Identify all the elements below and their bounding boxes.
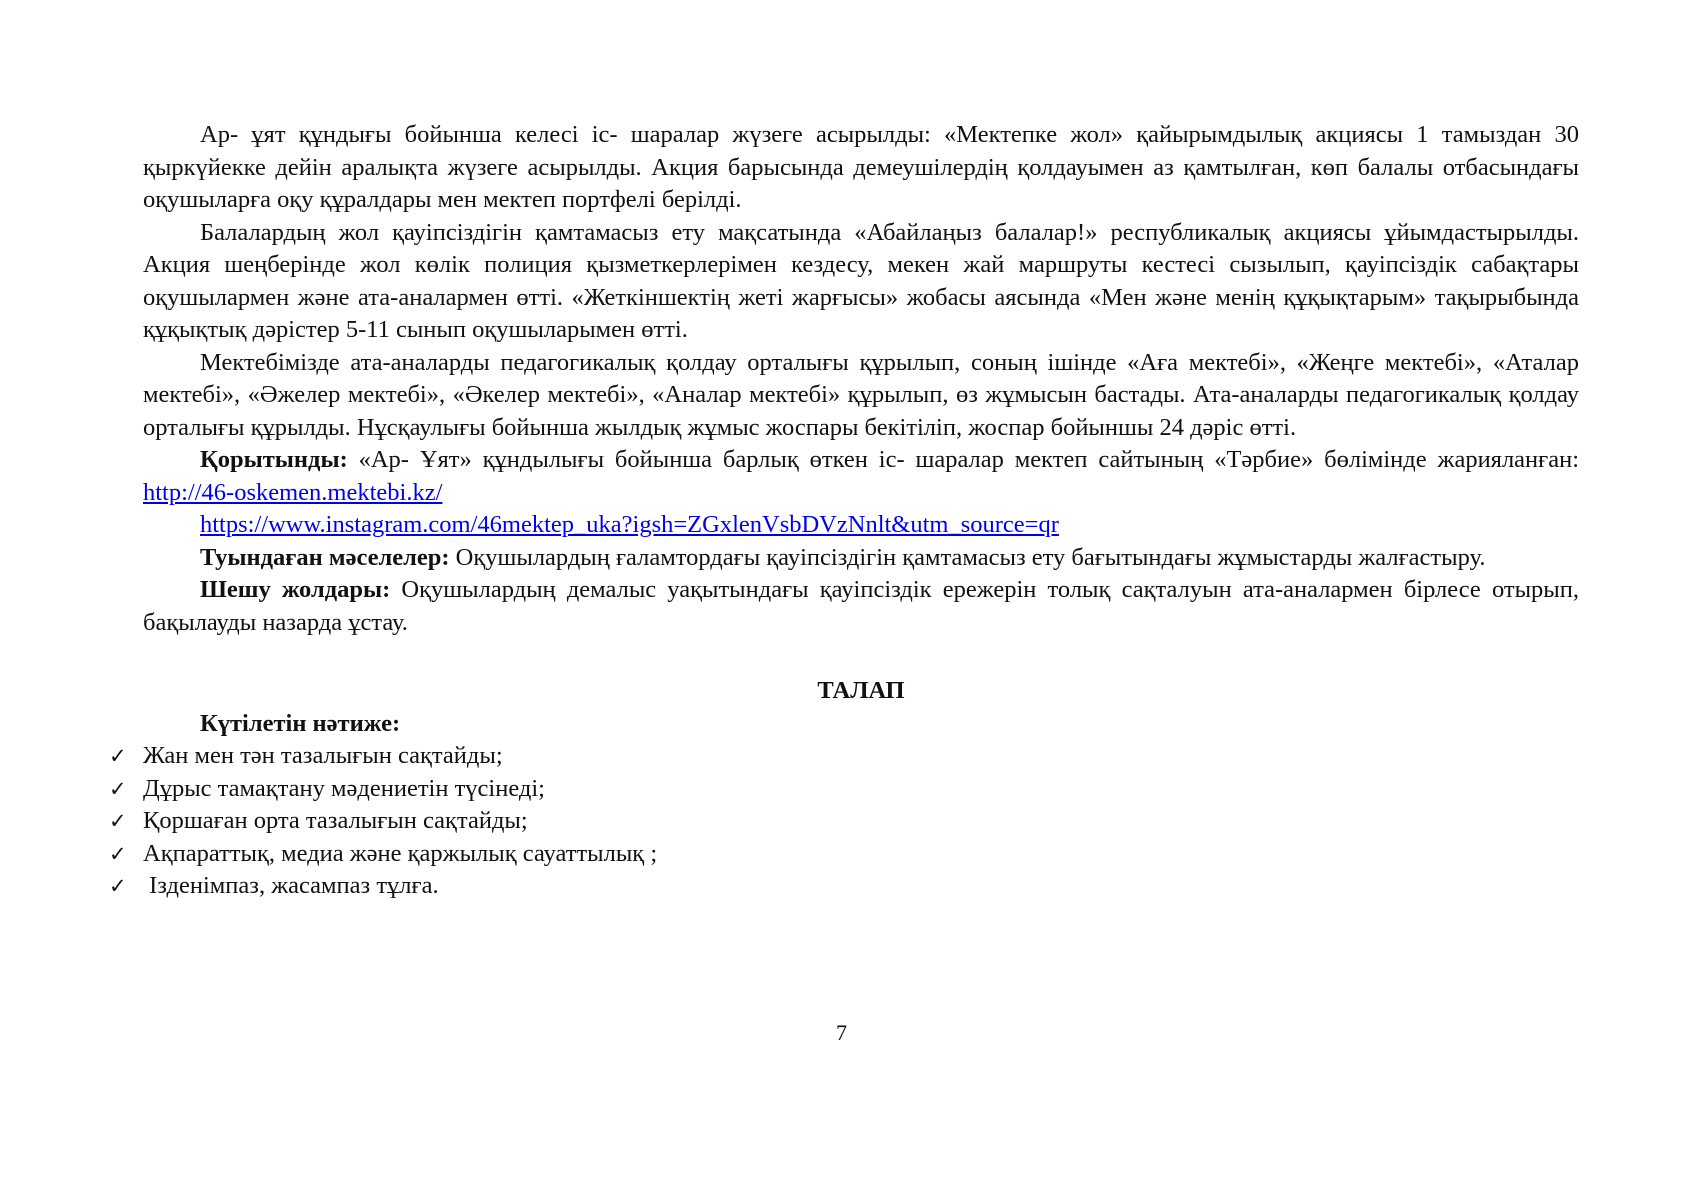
list-item-text: Дұрыс тамақтану мәдениетін түсінеді; bbox=[143, 774, 545, 802]
paragraph-road-safety: Балалардың жол қауіпсіздігін қамтамасыз ету мақсатында «Абайлаңыз балалар!» республикалық акциясы ұйымдастырылды. Акция шеңберінде жол көлік полиция қызметкерлерімен кездесу, мекен жай маршруты кестесі сызылып, қауіпсіздік сабақтары оқушылармен және ата-аналармен өтті. «Жеткіншектің жеті жарғысы» жобасы аясында «Мен және менің құқықтарым» тақырыбында құқықтық дәрістер 5-11 сынып оқушыларымен өтті. bbox=[143, 218, 1579, 343]
paragraph-solutions bbox=[143, 574, 1579, 639]
paragraph-conclusion bbox=[143, 444, 1579, 509]
list-item-text: Жан мен тән тазалығын сақтайды; bbox=[143, 742, 503, 769]
conclusion-text: «Ар- Ұят» құндылығы бойынша барлық өткен іс- шаралар мектеп сайтының «Тәрбие» бөлімінде жарияланған: bbox=[347, 446, 1579, 473]
section-heading: ТАЛАП bbox=[817, 677, 905, 704]
page-number: 7 bbox=[836, 1020, 847, 1045]
list-item bbox=[109, 805, 1545, 838]
list-item bbox=[109, 838, 1545, 871]
list-item bbox=[109, 870, 1545, 903]
check-icon: ✓ bbox=[109, 809, 127, 833]
page-content bbox=[109, 119, 1579, 903]
paragraph-instagram bbox=[143, 509, 1579, 542]
list-item bbox=[109, 740, 1545, 773]
paragraph-parents-center: Мектебімізде ата-аналарды педагогикалық қолдау орталығы құрылып, соның ішінде «Аға мектебі», «Жеңге мектебі», «Аталар мектебі», «Әжелер мектебі», «Әкелер мектебі», «Аналар мектебі» құрылып, өз жұмысын бастады. Ата-аналарды педагогикалық қолдау орталығы құрылды. Нұсқаулығы бойынша жылдық жұмыс жоспары бекітіліп, жоспар бойыншы 24 дәріс өтті. bbox=[143, 348, 1579, 441]
conclusion-label: Қорытынды: bbox=[200, 446, 348, 473]
expected-results-list bbox=[109, 740, 1545, 903]
expected-results-title: Күтілетін нәтиже: bbox=[200, 709, 401, 737]
list-item-text: Қоршаған орта тазалығын сақтайды; bbox=[143, 807, 528, 834]
problems-label: Туындаған мәселелер: bbox=[200, 543, 450, 571]
solutions-label: Шешу жолдары: bbox=[200, 576, 391, 603]
check-icon: ✓ bbox=[109, 776, 127, 801]
check-icon: ✓ bbox=[109, 874, 127, 898]
check-icon: ✓ bbox=[109, 841, 127, 866]
check-icon: ✓ bbox=[109, 744, 127, 768]
instagram-link[interactable]: https://www.instagram.com/46mektep_uka?igsh=ZGxlenVsbDVzNnlt&utm_source=qr bbox=[200, 511, 1059, 538]
problems-text: Оқушылардың ғаламтордағы қауіпсіздігін қамтамасыз ету бағытындағы жұмыстарды жалғастыру. bbox=[449, 543, 1486, 571]
paragraph-ar-uyat: Ар- ұят құндығы бойынша келесі іс- шаралар жүзеге асырылды: «Мектепке жол» қайырымдылық акциясы 1 тамыздан 30 қыркүйекке дейін аралықта жүзеге асырылды. Акция барысында демеушілердің қолдауымен аз қамтылған, көп балалы отбасындағы оқушыларға оқу құралдары мен мектеп портфелі берілді. bbox=[143, 121, 1579, 213]
list-item-text: Ізденімпаз, жасампаз тұлға. bbox=[143, 872, 439, 899]
paragraph-problems bbox=[143, 542, 1579, 575]
solutions-text: Оқушылардың демалыс уақытындағы қауіпсіздік ережерін толық сақталуын ата-аналармен бірлесе отырып, бақылауды назарда ұстау. bbox=[143, 576, 1579, 636]
school-site-link[interactable]: http://46-oskemen.mektebi.kz/ bbox=[143, 478, 443, 506]
list-item-text: Ақпараттық, медиа және қаржылық сауаттылық ; bbox=[143, 839, 658, 867]
list-item bbox=[109, 773, 1545, 806]
